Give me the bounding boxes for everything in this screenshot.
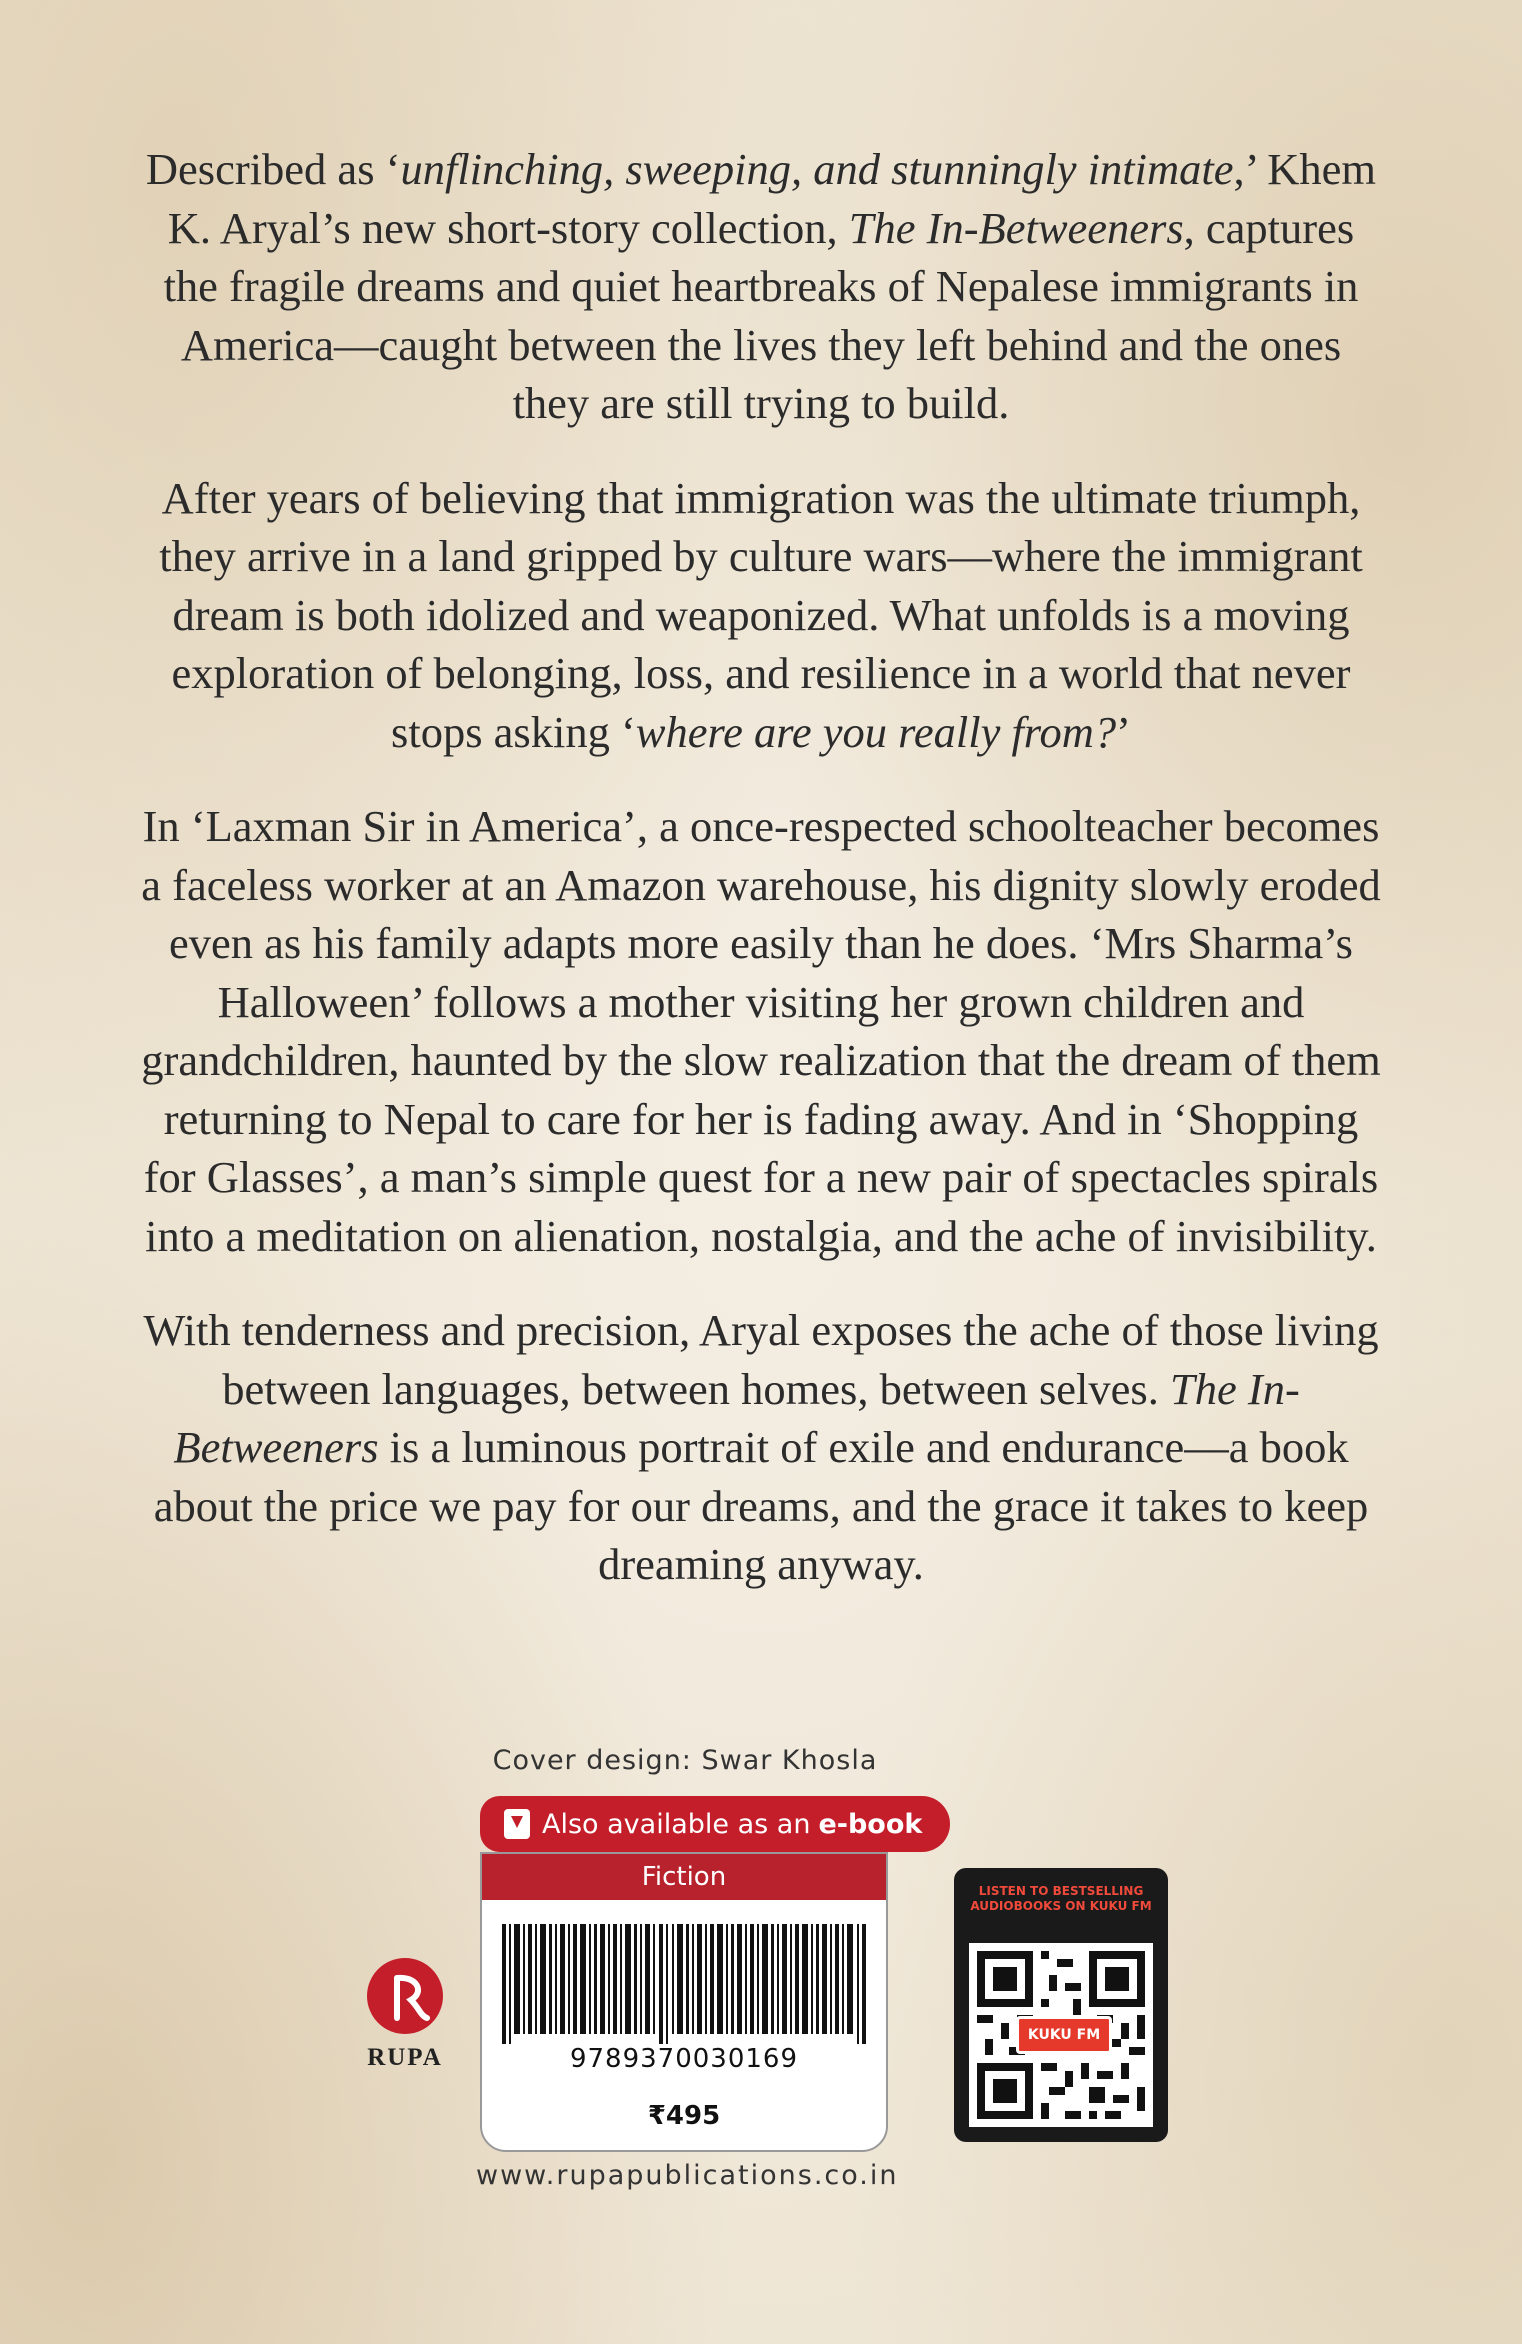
book-title-italic: The In-Betweeners [848, 202, 1184, 253]
ebook-banner [480, 1796, 950, 1852]
text: , captures the fragile dreams and quiet heartbreaks of Nepalese immigrants in America—caught between the lives they left behind and the ones they are still trying to build. [163, 202, 1359, 428]
blurb-paragraph-4 [140, 1301, 1382, 1594]
blurb-paragraph-2 [140, 469, 1382, 762]
quote-italic: unflinching, sweeping, and stunningly intimate [400, 144, 1234, 194]
ebook-bold: e-book [818, 1808, 923, 1840]
text: With tenderness and precision, Aryal exposes the ache of those living between languages, between homes, between selves. [143, 1305, 1379, 1414]
text: is a luminous portrait of exile and endurance—a book about the price we pay for our dreams, and the grace it takes to keep dreaming anyway. [153, 1422, 1369, 1589]
text: Described as ‘ [145, 144, 401, 194]
audiobook-promo-text: LISTEN TO BESTSELLING AUDIOBOOKS ON KUKU FM [970, 1884, 1152, 1913]
quote-italic: where are you really from? [635, 706, 1117, 757]
isbn-number: 9789370030169 [569, 2044, 799, 2074]
text: ’ [1116, 706, 1131, 757]
barcode-card [480, 1852, 888, 2152]
publisher-logo [350, 1958, 460, 2098]
barcode-icon [502, 1924, 870, 2044]
download-icon [504, 1809, 530, 1839]
rupa-logo-icon [367, 1958, 443, 2034]
price: ₹495 [647, 2101, 721, 2131]
publisher-url: www.rupapublications.co.in [476, 2160, 899, 2191]
cover-design-credit: Cover design: Swar Khosla [492, 1745, 878, 1776]
book-title-italic: The In-Betweeners [173, 1363, 1300, 1472]
text: ,’ Khem K. Aryal’s new short-story collection, [167, 144, 1377, 253]
blurb-paragraph-3: In ‘Laxman Sir in America’, a once-respected schoolteacher becomes a faceless worker at an Amazon warehouse, his dignity slowly eroded even as his family adapts more easily than he does. ‘Mrs Sharma’s Halloween’ follows a mother visiting her grown children and grandchildren, haunted by the slow realization that the dream of them returning to Nepal to care for her is fading away. And in ‘Shopping for Glasses’, a man’s simple quest for a new pair of spectacles spirals into a meditation on alienation, nostalgia, and the ache of invisibility. [141, 801, 1381, 1261]
genre-label: Fiction [482, 1854, 886, 1900]
back-cover-blurb [140, 140, 1382, 1630]
ebook-label: Also available as an [542, 1808, 811, 1840]
audiobook-qr-box [954, 1868, 1168, 2142]
text: After years of believing that immigration was the ultimate triumph, they arrive in a land gripped by culture wars—where the immigrant dream is both idolized and weaponized. What unfolds is a moving exploration of belonging, loss, and resilience in a world that never stops asking ‘ [159, 472, 1363, 757]
kuku-fm-badge: KUKU FM [1016, 2016, 1112, 2054]
blurb-paragraph-1 [140, 140, 1382, 433]
publisher-name: RUPA [367, 2044, 443, 2071]
